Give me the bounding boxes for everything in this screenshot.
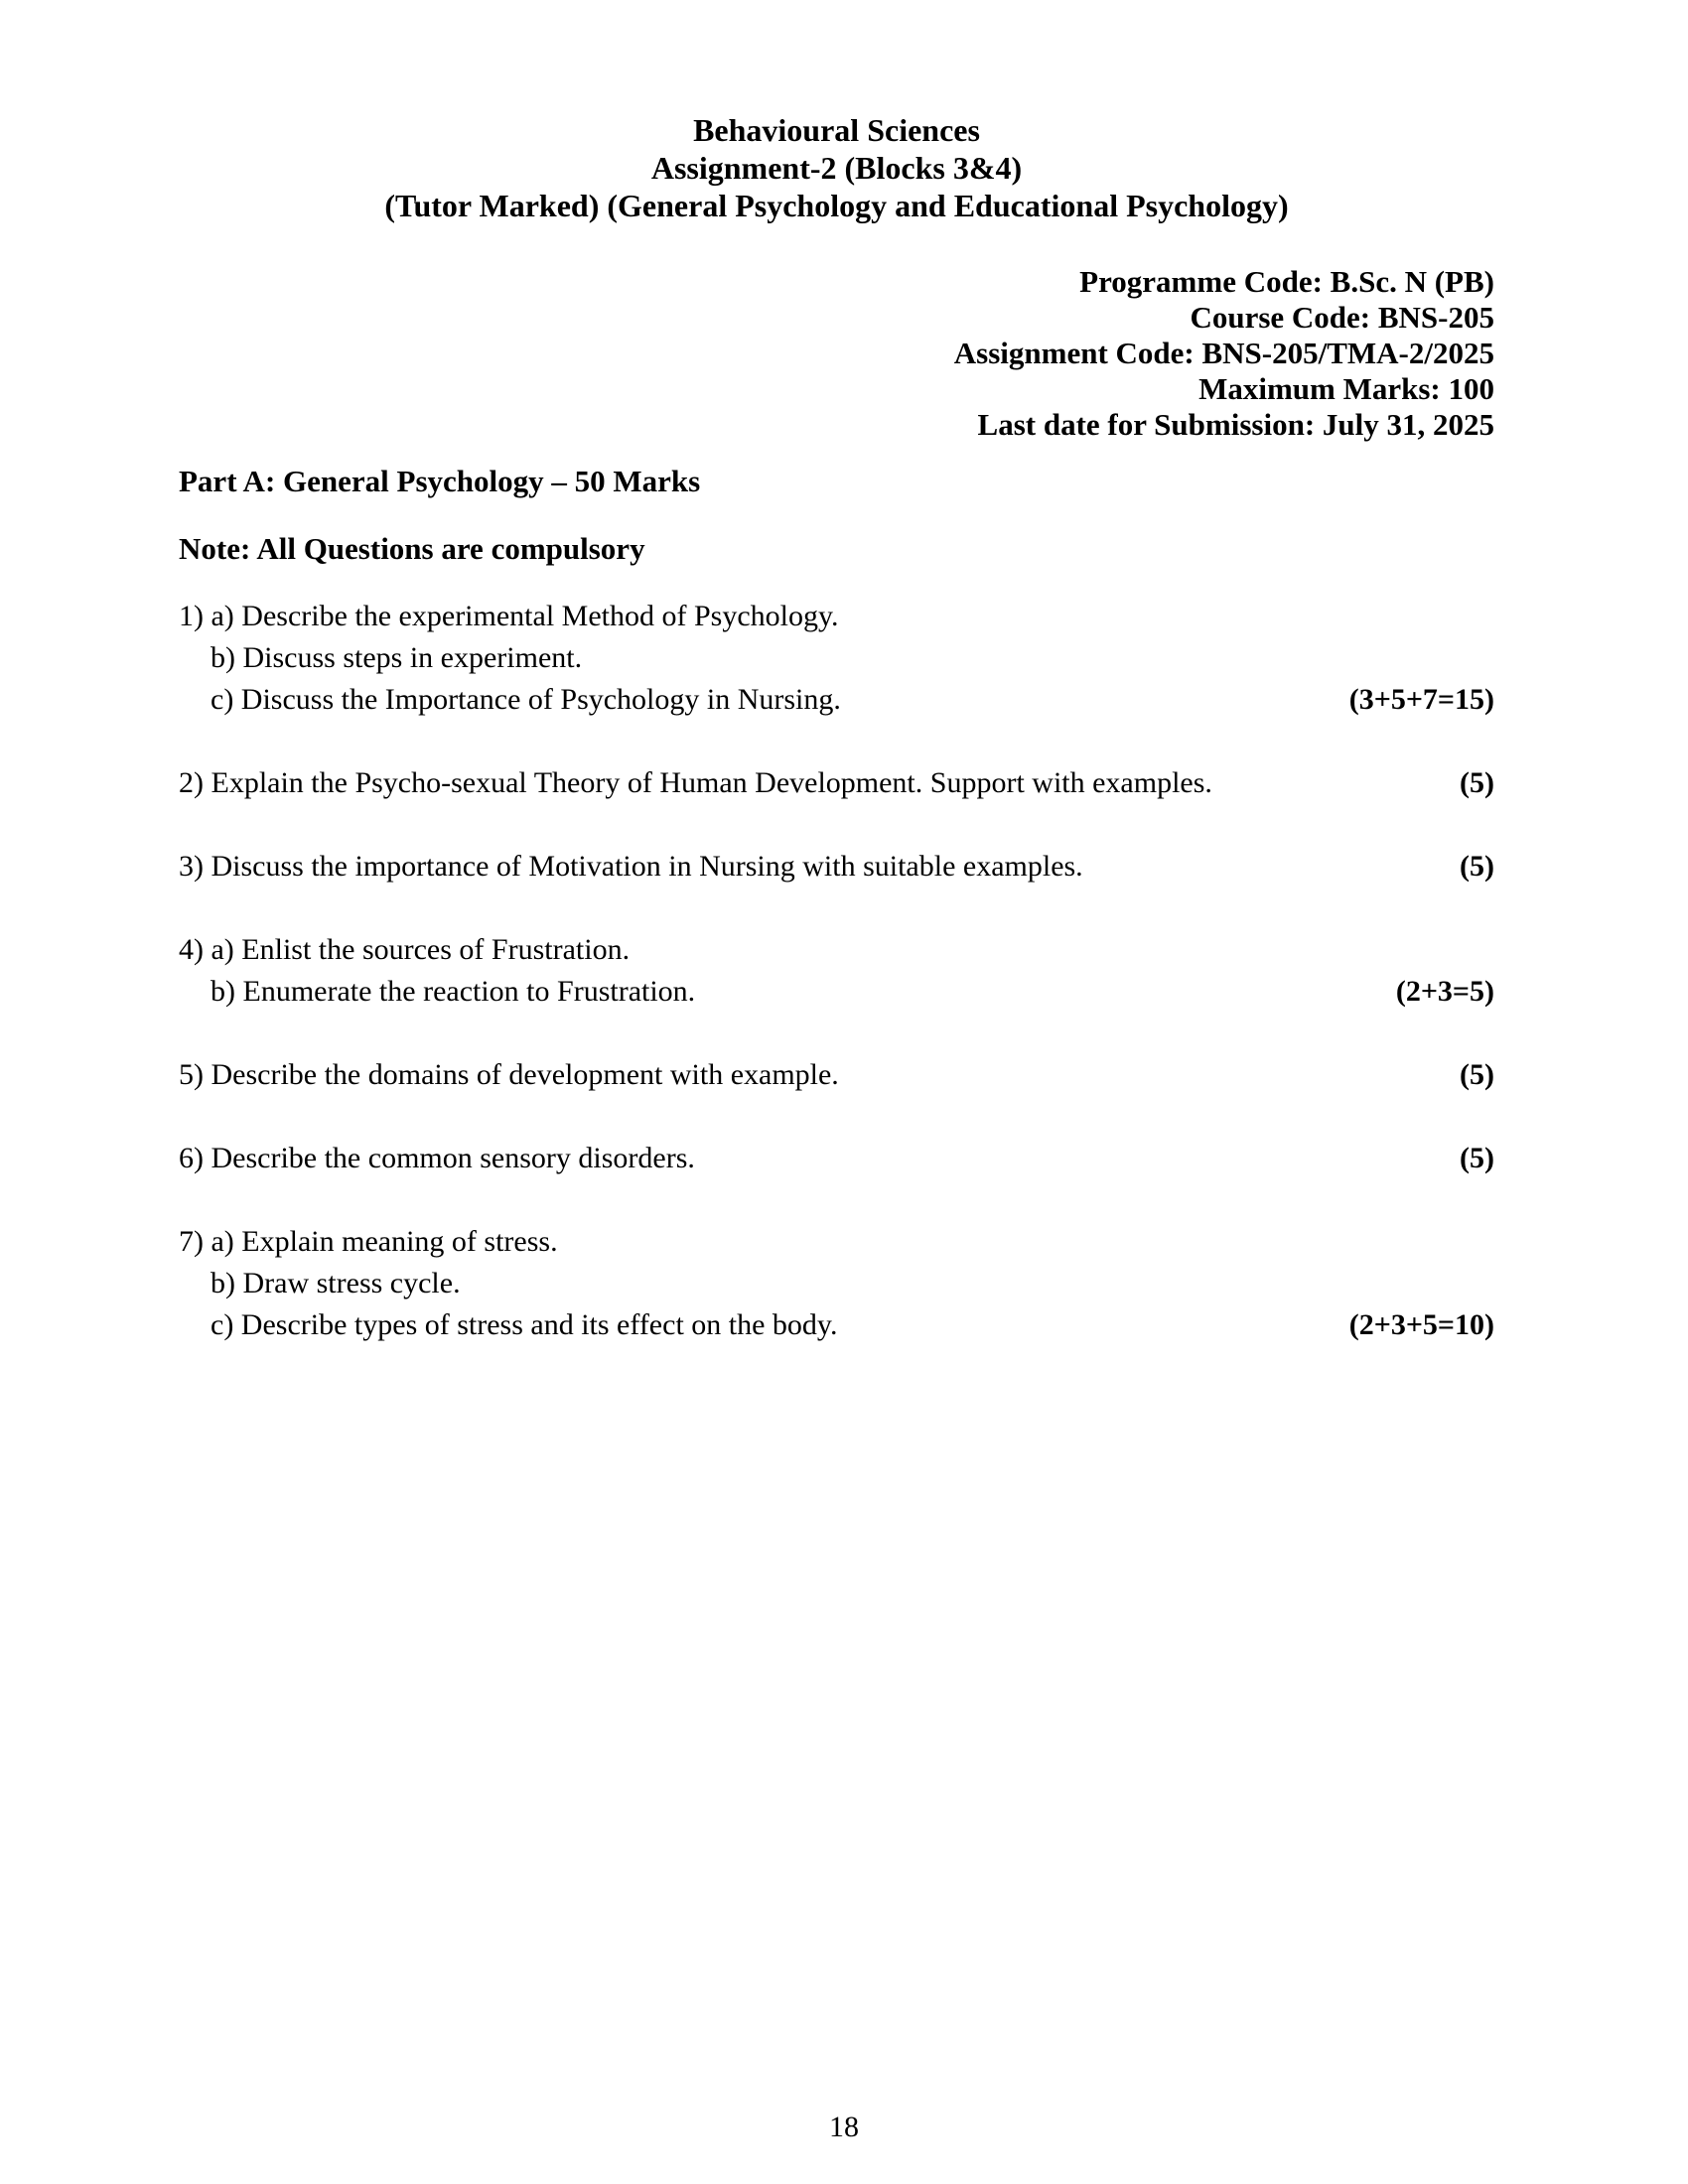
question-4 <box>179 929 1494 1013</box>
question-line <box>179 637 1494 679</box>
question-marks: (2+3+5=10) <box>1348 1308 1494 1341</box>
question-5 <box>179 1054 1494 1096</box>
question-text: b) Draw stress cycle. <box>211 1267 461 1299</box>
submission-date: Last date for Submission: July 31, 2025 <box>977 407 1494 442</box>
programme-code: Programme Code: B.Sc. N (PB) <box>1079 264 1494 299</box>
question-text: 2) Explain the Psycho-sexual Theory of Human Development. Support with examples. <box>179 766 1212 799</box>
question-text: 4) a) Enlist the sources of Frustration. <box>179 933 631 966</box>
assignment-code: Assignment Code: BNS-205/TMA-2/2025 <box>953 336 1494 370</box>
question-text: 3) Discuss the importance of Motivation in Nursing with suitable examples. <box>179 850 1083 883</box>
course-code: Course Code: BNS-205 <box>1190 300 1494 335</box>
question-line <box>179 1138 1494 1179</box>
question-3 <box>179 846 1494 887</box>
question-7 <box>179 1221 1494 1346</box>
maximum-marks: Maximum Marks: 100 <box>1198 371 1494 406</box>
course-title: Behavioural Sciences <box>693 112 980 148</box>
question-text: b) Enumerate the reaction to Frustration. <box>211 975 696 1008</box>
question-marks: (5) <box>1460 1142 1494 1174</box>
question-6 <box>179 1138 1494 1179</box>
document-title-block <box>179 111 1494 224</box>
question-text: 5) Describe the domains of development with example. <box>179 1058 839 1091</box>
question-text: 6) Describe the common sensory disorders. <box>179 1142 695 1174</box>
question-line <box>179 596 1494 637</box>
question-line <box>179 1263 1494 1304</box>
question-marks: (5) <box>1460 1058 1494 1091</box>
question-marks: (5) <box>1460 766 1494 799</box>
question-1 <box>179 596 1494 721</box>
question-marks: (5) <box>1460 850 1494 883</box>
page-number: 18 <box>829 2111 859 2143</box>
question-line <box>179 971 1494 1013</box>
question-line <box>179 1221 1494 1263</box>
question-marks: (3+5+7=15) <box>1348 683 1494 716</box>
question-text: 1) a) Describe the experimental Method of Psychology. <box>179 600 839 632</box>
question-line <box>179 929 1494 971</box>
question-line <box>179 1054 1494 1096</box>
question-text: c) Describe types of stress and its effect on the body. <box>211 1308 838 1341</box>
assignment-subtitle: (Tutor Marked) (General Psychology and Educational Psychology) <box>384 188 1289 223</box>
part-a-heading: Part A: General Psychology – 50 Marks <box>179 464 701 498</box>
question-line <box>179 762 1494 804</box>
question-marks: (2+3=5) <box>1395 975 1494 1008</box>
question-text: c) Discuss the Importance of Psychology in Nursing. <box>211 683 841 716</box>
question-list <box>179 596 1494 1346</box>
question-text: b) Discuss steps in experiment. <box>211 641 583 674</box>
question-line <box>179 679 1494 721</box>
question-line <box>179 1304 1494 1346</box>
question-text: 7) a) Explain meaning of stress. <box>179 1225 558 1258</box>
note-line: Note: All Questions are compulsory <box>179 531 645 566</box>
assignment-title: Assignment-2 (Blocks 3&4) <box>650 150 1023 186</box>
question-line <box>179 846 1494 887</box>
assignment-meta-block <box>179 264 1494 443</box>
question-2 <box>179 762 1494 804</box>
